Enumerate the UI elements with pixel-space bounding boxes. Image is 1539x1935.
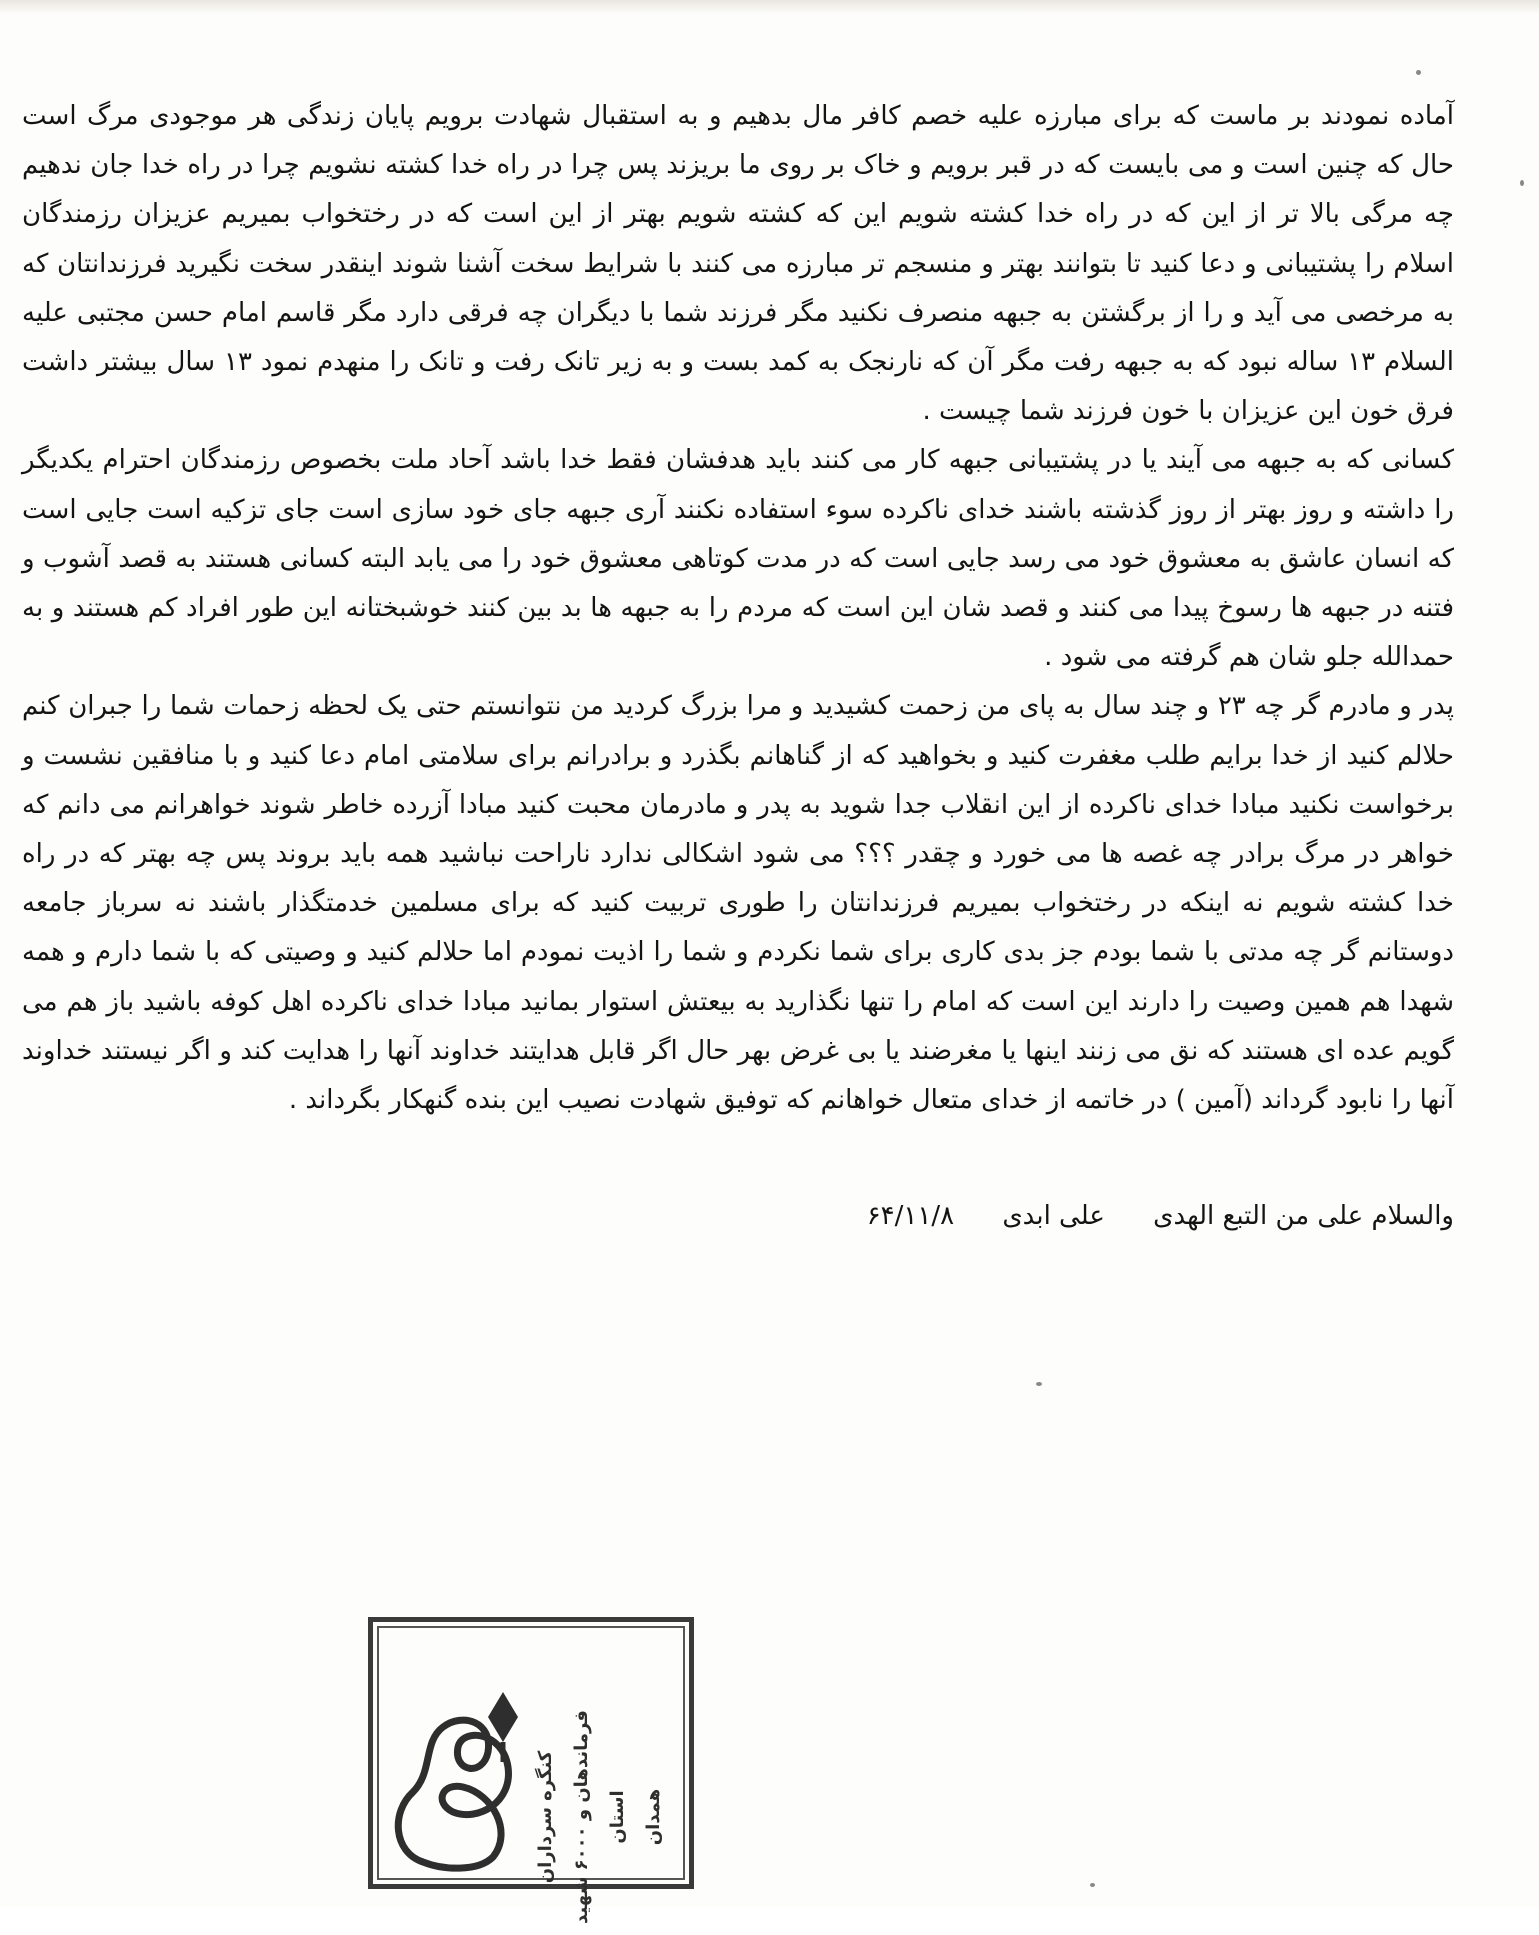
stamp-line: کنگره سرداران [535,1750,556,1884]
author-name: علی ابدی [1002,1201,1105,1231]
signature-line [867,1196,1454,1236]
stamp-emblem-icon [383,1672,543,1872]
scan-speck [1036,1382,1042,1386]
stamp-line: فرماندهان و ۶۰۰۰ شهید [571,1710,592,1924]
scan-speck [1090,1883,1095,1887]
letter-paragraph: کسانی که به جبهه می آیند یا در پشتیبانی جبهه کار می کنند باید هدفشان فقط خدا باشد آحاد ملت بخصوص رزمندگان احترام یکدیگر را داشته و روز بهتر از روز گذشته باشند خدای ناکرده سوء استفاده نکنند آری جبهه جای خود سازی است جای تزکیه است جایی است که انسان عاشق به معشوق خود می رسد جایی است که در مدت کوتاهی معشوق خود را می یابد البته کسانی هستند به قصد آشوب و فتنه در جبهه ها رسوخ پیدا می کنند و قصد شان این است که مردم را به جبهه ها بد بین کنند خوشبختانه این طور افراد کم هستند و به حمدالله جلو شان هم گرفته می شود . [22,445,1454,673]
stamp-text [525,1640,675,1924]
stamp-line: همدان [643,1788,664,1846]
stamp-line: استان [607,1790,628,1844]
letter-date: ۶۴/۱۱/۸ [866,1201,955,1231]
closing-salutation: والسلام علی من التبع الهدی [1153,1201,1454,1231]
letter-paragraph: آماده نمودند بر ماست که برای مبارزه علیه خصم کافر مال بدهیم و به استقبال شهادت برویم پایان زندگی هر موجودی مرگ است حال که چنین است و می بایست که در قبر برویم و خاک بر روی ما بریزند پس چرا در راه خدا کشته نشویم چرا در راه خدا جان ندهیم چه مرگی بالا تر از این که در راه خدا کشته شویم این که کشته شویم بهتر از این است که در رختخواب بمیریم عزیزان رزمندگان اسلام را پشتیبانی و دعا کنید تا بتوانند بهتر و منسجم تر مبارزه می کنند با شرایط سخت آشنا شوند اینقدر سخت نگیرید فرزندانتان که به مرخصی می آید و را از برگشتن به جبهه منصرف نکنید مگر فرزند شما با دیگران چه فرقی دارد مگر قاسم امام حسن مجتبی علیه السلام ۱۳ ساله نبود که به جبهه رفت مگر آن که نارنجک به کمد بست و به زیر تانک رفت و تانک را منهدم نمود ۱۳ سال بیشتر داشت فرق خون این عزیزان با خون فرزند شما چیست . [22,101,1455,427]
organization-stamp [368,1617,694,1924]
scan-speck [1520,180,1524,186]
letter-paragraph: پدر و مادرم گر چه ۲۳ و چند سال به پای من زحمت کشیدید و مرا بزرگ کردید من نتوانستم حتی یک لحظه زحمات شما را جبران کنم حلالم کنید از خدا برایم طلب مغفرت کنید و بخواهید که از گناهانم بگذرد و برادرانم برای سلامتی امام دعا کنید و با منافقین نشست و برخواست نکنید مبادا خدای ناکرده از این انقلاب جدا شوید به پدر و مادرمان محبت کنید مبادا آزرده خاطر شوند خواهرانم می دانم که خواهر در مرگ برادر چه غصه ها می خورد و چقدر ؟؟؟ می شود اشکالی ندارد ناراحت نباشید همه باید بروند پس چه بهتر که در راه خدا کشته شویم نه اینکه در رختخواب بمیریم فرزندانتان را طوری تربیت کنید که برای مسلمین خدمتگذار باشند نه سرباز جامعه دوستانم گر چه مدتی با شما بودم جز بدی کاری برای شما نکردم و شما را اذیت نمودم اما حلالم کنید و وصیتی که با شما دارم و همه شهدا هم همین وصیت را دارند این است که امام را تنها نگذارید به بیعتش استوار بمانید مبادا خدای ناکرده اهل کوفه باشید باز هم می گویم عده ای هستند که نق می زنند اینها یا مغرضند یا بی غرض بهر حال اگر قابل هدایتند خداوند آنها را هدایت کند و اگر نیستند خداوند آنها را نابود گرداند (آمین ) در خاتمه از خدای متعال خواهانم که توفیق شهادت نصیب این بنده گنهکار بگرداند . [22,691,1454,1116]
letter-body [22,92,1454,1125]
page-top-edge [0,0,1539,14]
scan-speck [1416,70,1421,75]
